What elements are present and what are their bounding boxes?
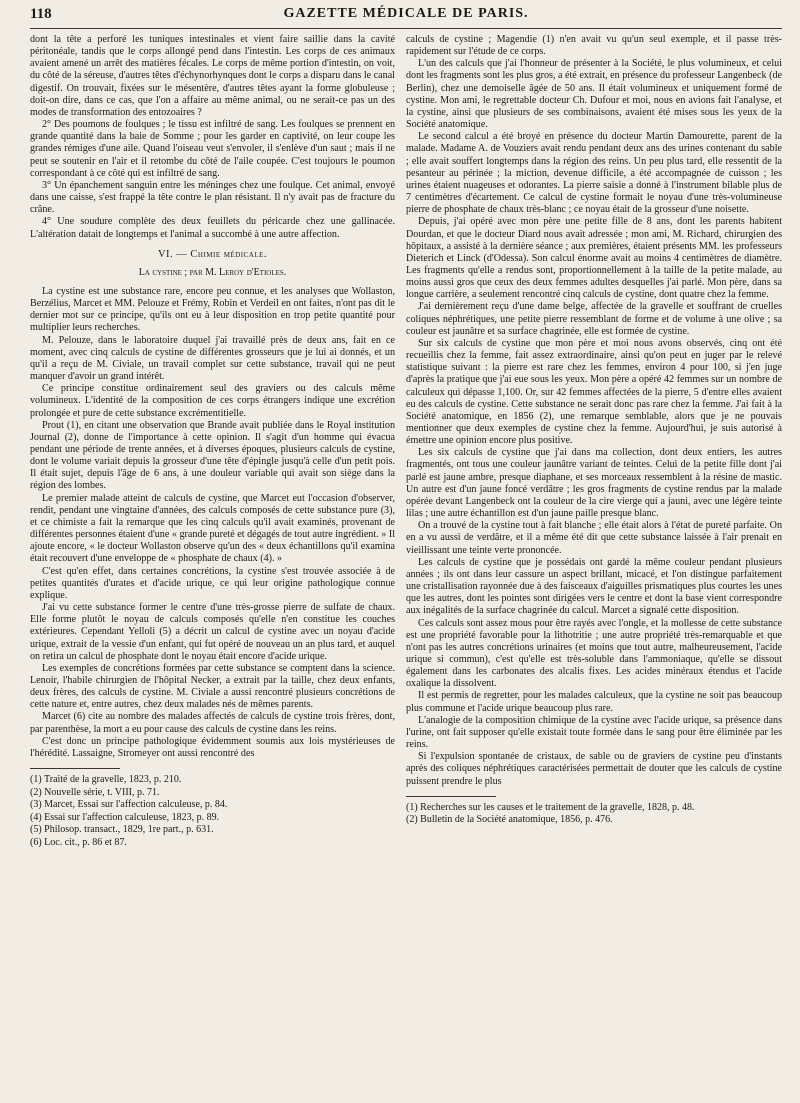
- footnote-rule: [30, 768, 120, 769]
- paragraph: Depuis, j'ai opéré avec mon père une petite fille de 8 ans, dont les parents habitent Dourdan, et que le docteur Diard nous avait adressée ; mon ami, M. Richard, chirurgien des hôpitaux, a assisté à la dernière séance ; aux premières, étaient présents MM. les professeurs Dieterich et Linck (d'Odessa). Son calcul énorme avait au moins 4 centimètres de diamètre. Les fragments qu'elle a rendus sont, proportionnellement à la taille de la petite malade, au moins aussi gros que ceux des deux femmes adultes desquelles j'ai parlé. Mon père, dans sa longue carrière, a seulement rencontré cinq calculs de cystine, dont quatre chez la femme.: [406, 216, 782, 301]
- paragraph: 2° Des poumons de foulques ; le tissu est infiltré de sang. Les foulques se prennent en grande quantité dans la baie de Somme ; pour les garder en captivité, on leur coupe les grandes rémiges d'une aile. Quand l'oiseau veut s'envoler, il s'enlève d'un saut ; mais il ne peut se soutenir en l'air et il retombe du côté de l'aile coupée. C'est toujours le poumon correspondant à ce côté qui est infiltré de sang.: [30, 119, 395, 179]
- right-column: [406, 34, 782, 1102]
- paragraph: M. Pelouze, dans le laboratoire duquel j'ai travaillé près de deux ans, fait en ce moment, avec cinq calculs de cystine de différentes grosseurs que je lui ai donnés, et un qu'il a reçu de M. Civiale, un travail complet sur cette substance, travail qui ne peut manquer d'avoir un grand intérêt.: [30, 334, 395, 383]
- footnote: (4) Essai sur l'affection calculeuse, 1823, p. 89.: [30, 811, 220, 823]
- paragraph: On a trouvé de la cystine tout à fait blanche ; elle était alors à l'état de pureté parfaite. On en a vu aussi de verdâtre, et il a même été dit que cette substance laissée à l'air prenait en vieillissant une teinte verte prononcée.: [406, 520, 782, 556]
- paragraph: calculs de cystine ; Magendie (1) n'en avait vu qu'un seul exemple, et il passe très-rapidement sur l'étude de ce corps.: [406, 34, 782, 58]
- paragraph: Il est permis de regretter, pour les malades calculeux, que la cystine ne soit pas beaucoup plus commune et l'acide urique beaucoup plus rare.: [406, 690, 782, 714]
- footnote: (1) Recherches sur les causes et le traitement de la gravelle, 1828, p. 48.: [406, 801, 695, 813]
- paragraph: Le second calcul a été broyé en présence du docteur Martin Damourette, parent de la malade. Madame A. de Vouziers avait rendu pendant deux ans des urines contenant du sable ; elle avait souffert longtemps dans la région des reins. Un peu plus tard, elle ressentit de la pesanteur au périnée ; la miction, devenue difficile, a été accompagnée de cuisson ; les urines étaient nuageuses et odorantes. La pierre saisie a donné à l'instrument bilable plus de 7 centimètres d'écartement. Ce calcul de cystine formait le noyau d'une très-volumineuse pierre de phosphate de chaux très-blanc ; ce noyau était de la grosseur d'une noisette.: [406, 131, 782, 216]
- footnote-rule: [406, 796, 496, 797]
- paragraph: 4° Une soudure complète des deux feuillets du péricarde chez une gallinacée. L'altération datait de longtemps et l'animal a succombé à une autre affection.: [30, 216, 395, 240]
- paragraph: Si l'expulsion spontanée de cristaux, de sable ou de graviers de cystine peu d'instants après des coliques néphrétiques caractérisées permettait de douter que les calculs de cystine puissent prendre le plus: [406, 751, 782, 787]
- footnote: (1) Traité de la gravelle, 1823, p. 210.: [30, 774, 182, 786]
- paragraph: C'est donc un principe pathologique évidemment soumis aux lois mystérieuses de l'hérédité. Lassaigne, Stromeyer ont aussi rencontré des: [30, 735, 395, 759]
- paragraph: Ce principe constitue ordinairement seul des graviers ou des calculs même volumineux. L'identité de la composition de ces corps étrangers indique une excrétion prolongée et pure de cette substance excrémentitielle.: [30, 383, 395, 419]
- page-number: 118: [30, 6, 52, 22]
- paragraph: Les calculs de cystine que je possédais ont gardé la même couleur pendant plusieurs années ; ils ont dans leur cassure un aspect brillant, micacé, et l'on distingue parfaitement une cristallisation rayonnée due à des faisceaux d'aiguilles prismatiques plus courtes les unes que les autres, dont les pointes sont dirigées vers le centre et dont la base vient correspondre aux inégalités de la surface chagrinée du calcul. Marcet a signalé cette disposition.: [406, 556, 782, 617]
- paragraph: Prout (1), en citant une observation que Brande avait publiée dans le Royal institution Journal (2), donne de l'importance à cette opinion. Il s'agit d'un homme qui évacua pendant une période de trente années, et à diverses époques, plusieurs calculs de cystine, dont le volume variait depuis la grosseur d'une tête d'épingle jusqu'à celle d'un petit pois. Il était sujet, depuis l'âge de 6 ans, à une douleur variable qui avait son siège dans la région des lombes.: [30, 419, 395, 492]
- running-title: GAZETTE MÉDICALE DE PARIS.: [283, 6, 529, 21]
- paragraph: C'est qu'en effet, dans certaines concrétions, la cystine s'est trouvée associée à de petites quantités d'urates et d'acide urique, ce qui leur origine pathologique connue explique.: [30, 565, 395, 601]
- paragraph: L'analogie de la composition chimique de la cystine avec l'acide urique, sa présence dans l'urine, ont fait supposer qu'elle existait toute formée dans le sang pour être éliminée par les reins.: [406, 714, 782, 751]
- paragraph: Marcet (6) cite au nombre des malades affectés de calculs de cystine trois frères, dont, par parenthèse, la mort a eu pour cause des calculs de cystine dans les reins.: [30, 711, 395, 735]
- paragraph: L'un des calculs que j'ai l'honneur de présenter à la Société, le plus volumineux, et celui dont les fragments sont les plus gros, a été extrait, en présence du professeur Langenbeck (de Berlin), chez une demoiselle âgée de 50 ans. Il était volumineux et uniquement formé de cystine. Mon ami, le regrettable docteur Ch. Dufour et moi, nous en avions fait l'analyse, et la cystine, ainsi que plusieurs de ses combinaisons, avaient été mises sous les yeux de la Société anatomique.: [406, 58, 782, 131]
- footnote: (3) Marcet, Essai sur l'affection calculeuse, p. 84.: [30, 799, 228, 811]
- paragraph: La cystine est une substance rare, encore peu connue, et les analyses que Wollaston, Berzélius, Marcet et MM. Pelouze et Frémy, Robin et Verdeil en ont faites, n'ont pas dit le dernier mot sur ce principe, qu'ils ont eu à leur disposition en trop petite quantité pour multiplier leurs recherches.: [30, 285, 395, 334]
- paragraph: J'ai vu cette substance former le centre d'une très-grosse pierre de sulfate de chaux. Elle forme plutôt le noyau de calculs composés qu'elle n'en constitue les couches extérieures. Cependant Yelloli (5) a décrit un calcul de cystine avec un noyau d'acide urique, extrait de la vessie d'un enfant, qui fut opéré de nouveau un an plus tard, et auquel on retira un calcul de phosphate dont le noyau était encore d'acide urique.: [30, 602, 395, 662]
- footnote: (6) Loc. cit., p. 86 et 87.: [30, 836, 127, 848]
- paragraph: Les six calculs de cystine que j'ai dans ma collection, dont deux entiers, les autres fragmentés, ont tous une couleur jaunâtre variant de teintes. Celui de la petite fille dont j'ai parlé est jaune ambre, presque diaphane, et ses morceaux ressemblent à la résine de mastic. Un autre est d'un jaune foncé verdâtre ; les gros fragments de cystine rendus par la malade opérée devant Langenbeck ont la couleur de la cire vierge qui a jauni, avec une légère teinte lilas ; une autre échantillon est d'un jaune paille presque blanc.: [406, 447, 782, 520]
- footnote: (2) Nouvelle série, t. VIII, p. 71.: [30, 786, 160, 798]
- footnote: (5) Philosop. transact., 1829, 1re part., p. 631.: [30, 824, 214, 836]
- page-header: [30, 6, 782, 30]
- paragraph: Le premier malade atteint de calculs de cystine, que Marcet eut l'occasion d'observer, rendit, pendant une vingtaine d'années, des calculs composés de cette substance pure (3), et ce chimiste a fait la remarque que les cinq calculs qu'il avait examinés, provenant de différentes personnes étaient d'une « grande pureté et dégagés de tout autre ingrédient. » Il ajoute encore, « le docteur Wollaston observe qu'un des « deux échantillons qu'il examina était recouvert d'une enveloppe de « phosphate de chaux (4). »: [30, 492, 395, 565]
- paragraph: dont la tête a perforé les tuniques intestinales et vient faire saillie dans la cavité péritonéale, tandis que le corps allongé pend dans l'intestin. Les corps de ces animaux avaient amené un arrêt des matières fécales. Le corps de même portion d'intestin, on voit, du côté de la séreuse, d'autres têtes d'échynorhynques dont le corps a disparu dans le canal digestif. On trouvait, fixées sur le mésentère, d'autres têtes ayant la forme globuleuse ; doit-on dire, dans ce cas, que l'on a affaire au même animal, ou ne serait-ce pas un des modes de transformation des entozoaires ?: [30, 34, 395, 118]
- header-rule: [30, 28, 782, 29]
- left-column: [30, 34, 395, 1079]
- paragraph: Ces calculs sont assez mous pour être rayés avec l'ongle, et la mollesse de cette substance est une propriété favorable pour la lithotritie ; une autre propriété très-remarquable et que n'ont pas les autres concrétions urinaires (et moins que tout autre, malheureusement, l'acide urique si commun), c'est qu'elle est très-soluble dans l'ammoniaque, qu'elle se dissout également dans les carbonates des alcalis fixes. Les acides minéraux étendus et l'acide oxalique la dissolvent.: [406, 617, 782, 690]
- subsection-title: La cystine ; par M. Leroy d'Etioles.: [138, 266, 287, 278]
- paragraph: J'ai dernièrement reçu d'une dame belge, affectée de la gravelle et souffrant de cruelles coliques néphrétiques, une petite pierre ressemblant de forme et de volume à une olive ; sa couleur est jaunâtre et sa surface chagrinée, elle est formée de cystine.: [406, 301, 782, 337]
- footnote: (2) Bulletin de la Société anatomique, 1856, p. 476.: [406, 814, 613, 826]
- paragraph: Les exemples de concrétions formées par cette substance se comptent dans la science. Lenoir, l'habile chirurgien de l'hôpital Necker, a extrait par la taille, chez deux enfants, deux frères, des calculs de cystine. M. Civiale a aussi rencontré plusieurs concrétions de cette nature et, entre autres, chez deux malades nés de mêmes parents.: [30, 662, 395, 711]
- section-title: VI. — Chimie médicale.: [157, 248, 268, 260]
- paragraph: 3° Un épanchement sanguin entre les méninges chez une foulque. Cet animal, envoyé dans une caisse, s'est frappé la tête contre le plan résistant. Il n'y avait pas de fracture du crâne.: [30, 179, 395, 216]
- paragraph: Sur six calculs de cystine que mon père et moi nous avons observés, cinq ont été recueillis chez la femme, fait assez extraordinaire, ainsi qu'on peut en juger par le relevé statistique suivant : la pierre est rare chez les femmes, environ 4 pour 100, si j'en juge d'après la pratique que j'ai eue sous les yeux. Mon père a opéré 42 femmes sur un nombre de calculeux qui dépasse 1,100. Or, sur 42 femmes affectées de la pierre, 5 d'entre elles avaient eu des calculs de cystine. Cette substance ne serait donc pas rare chez la femme. J'ai fait à la Société anatomique, en 1856 (2), une remarque semblable, alors que je ne pouvais mentionner que deux exemples de cystine chez la femme. Aujourd'hui, je suis autorisé à émettre une opinion encore plus positive.: [406, 337, 782, 447]
